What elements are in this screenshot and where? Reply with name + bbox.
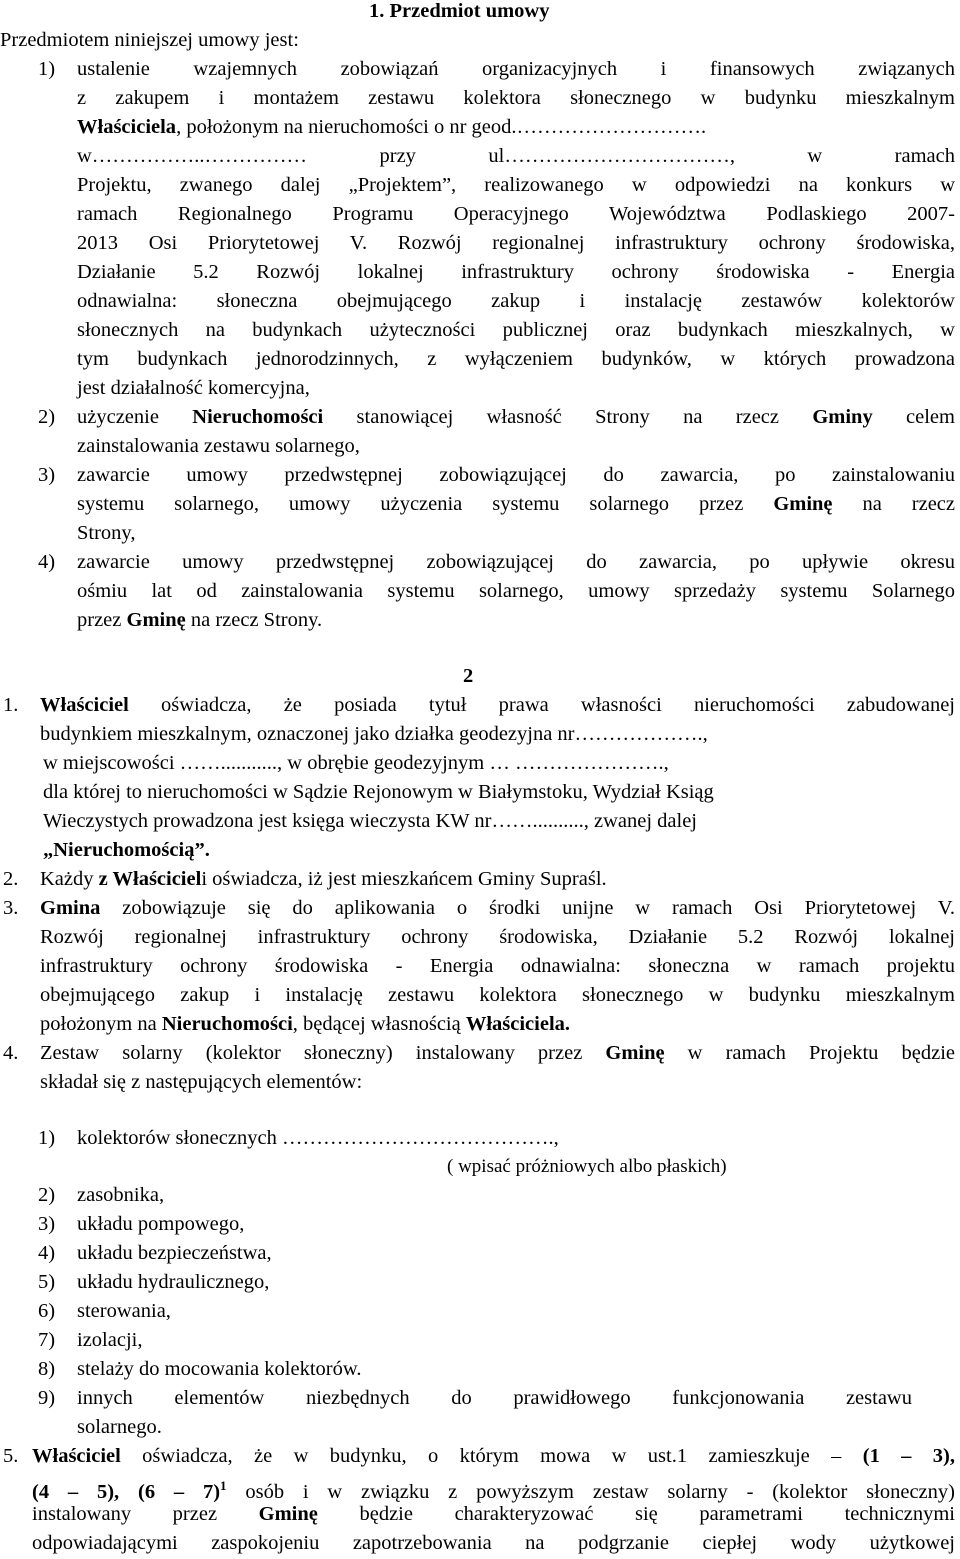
paragraph-3-line: położonym na Nieruchomości, będącej własnością Właściciela. (40, 1013, 571, 1035)
item-1-line: odnawialna: słoneczna obejmującego zakup i instalację zestawów kolektorów (77, 290, 955, 312)
list-item: izolacji, (77, 1329, 143, 1351)
paragraph-3-line: Gmina zobowiązuje się do aplikowania o środki unijne w ramach Osi Priorytetowej V. (40, 897, 955, 919)
list-item-number: 4) (38, 1242, 56, 1264)
item-1-line: 2013 Osi Priorytetowej V. Rozwój regionalnej infrastruktury ochrony środowiska, (77, 232, 955, 254)
paragraph-2-line: Każdy z Właścicieli oświadcza, iż jest mieszkańcem Gminy Supraśl. (40, 868, 607, 890)
paragraph-4-number: 4. (3, 1042, 19, 1064)
list-item-number: 2) (38, 1184, 56, 1206)
paragraph-1-line: „Nieruchomością”. (43, 839, 210, 861)
list-item-number: 6) (38, 1300, 56, 1322)
hint-text: ( wpisać próżniowych albo płaskich) (447, 1156, 727, 1177)
paragraph-2-number: 2. (3, 868, 19, 890)
list-item: kolektorów słonecznych …………………………………., (77, 1127, 559, 1149)
list-item-number: 7) (38, 1329, 56, 1351)
list-item: zasobnika, (77, 1184, 165, 1206)
list-item-number: 5) (38, 1271, 56, 1293)
paragraph-1-line: w miejscowości ……..........., w obrębie geodezyjnym … …………………., (43, 752, 669, 774)
paragraph-5-line: (4 – 5), (6 – 7)$^1$ osób i w związku z powyższym zestaw solarny - (kolektor słoneczny) (32, 1478, 955, 1503)
item-1-line: Działanie 5.2 Rozwój lokalnej infrastruktury ochrony środowiska - Energia (77, 261, 955, 283)
paragraph-5-line: Właściciel oświadcza, że w budynku, o którym mowa w ust.1 zamieszkuje – (1 – 3), (32, 1445, 955, 1467)
section-1-title: 1. Przedmiot umowy (369, 0, 550, 22)
list-item-continuation: solarnego. (77, 1416, 162, 1438)
paragraph-4-line: składał się z następujących elementów: (40, 1071, 363, 1093)
item-3-line: systemu solarnego, umowy użyczenia systemu solarnego przez Gminę na rzecz (77, 493, 955, 515)
list-item: układu pompowego, (77, 1213, 245, 1235)
item-1-line: ustalenie wzajemnych zobowiązań organizacyjnych i finansowych związanych (77, 58, 955, 80)
list-item: układu bezpieczeństwa, (77, 1242, 272, 1264)
paragraph-1-line: budynkiem mieszkalnym, oznaczonej jako działka geodezyjna nr………………., (40, 723, 708, 745)
item-1-line: z zakupem i montażem zestawu kolektora słonecznego w budynku mieszkalnym (77, 87, 955, 109)
item-4-number: 4) (38, 551, 56, 573)
paragraph-3-line: Rozwój regionalnej infrastruktury ochrony środowiska, Działanie 5.2 Rozwój lokalnej (40, 926, 955, 948)
paragraph-3-line: obejmującego zakup i instalację zestawu kolektora słonecznego w budynku mieszkalnym (40, 984, 955, 1006)
list-item-number: 1) (38, 1127, 56, 1149)
item-1-number: 1) (38, 58, 56, 80)
item-1-line: tym budynkach jednorodzinnych, z wyłączeniem budynków, w których prowadzona (77, 348, 955, 370)
item-2-line: użyczenie Nieruchomości stanowiącej własność Strony na rzecz Gminy celem (77, 406, 955, 428)
list-item: układu hydraulicznego, (77, 1271, 270, 1293)
item-1-line: ramach Regionalnego Programu Operacyjnego Województwa Podlaskiego 2007- (77, 203, 955, 225)
item-4-line: zawarcie umowy przedwstępnej zobowiązującej do zawarcia, po upływie okresu (77, 551, 955, 573)
item-2-line: zainstalowania zestawu solarnego, (77, 435, 360, 457)
paragraph-5-line: instalowany przez Gminę będzie charakteryzować się parametrami technicznymi (32, 1503, 955, 1525)
paragraph-1-line: dla której to nieruchomości w Sądzie Rejonowym w Białymstoku, Wydział Ksiąg (43, 781, 714, 803)
item-2-number: 2) (38, 406, 56, 428)
paragraph-3-line: infrastruktury ochrony środowiska - Energia odnawialna: słoneczna w ramach projektu (40, 955, 955, 977)
paragraph-1-number: 1. (3, 694, 19, 716)
paragraph-5-number: 5. (3, 1445, 19, 1467)
item-3-line: Strony, (77, 522, 136, 544)
list-item: innych elementów niezbędnych do prawidłowego funkcjonowania zestawu (77, 1387, 912, 1409)
item-1-line: Właściciela, położonym na nieruchomości o nr geod.………………………. (77, 116, 707, 138)
list-item-number: 8) (38, 1358, 56, 1380)
item-1-line: Projektu, zwanego dalej „Projektem”, realizowanego w odpowiedzi na konkurs w (77, 174, 955, 196)
paragraph-5-line: odpowiadającymi zaspokojeniu zapotrzebowania na podgrzanie ciepłej wody użytkowej (32, 1532, 955, 1554)
list-item: stelaży do mocowania kolektorów. (77, 1358, 362, 1380)
list-item-number: 9) (38, 1387, 56, 1409)
footnote-marker[interactable]: 1 (220, 1478, 227, 1493)
section-1-intro: Przedmiotem niniejszej umowy jest: (0, 29, 299, 51)
paragraph-3-number: 3. (3, 897, 19, 919)
section-2-title: 2 (463, 665, 474, 687)
item-3-number: 3) (38, 464, 56, 486)
item-1-line: w……………..…………… przy ul……………………………, w ramach (77, 145, 955, 167)
item-4-line: przez Gminę na rzecz Strony. (77, 609, 323, 631)
paragraph-1-line: Wieczystych prowadzona jest księga wieczysta KW nr…….........., zwanej dalej (43, 810, 697, 832)
item-3-line: zawarcie umowy przedwstępnej zobowiązującej do zawarcia, po zainstalowaniu (77, 464, 955, 486)
paragraph-4-line: Zestaw solarny (kolektor słoneczny) instalowany przez Gminę w ramach Projektu będzie (40, 1042, 955, 1064)
item-1-line: jest działalność komercyjna, (77, 377, 310, 399)
list-item-number: 3) (38, 1213, 56, 1235)
list-item: sterowania, (77, 1300, 171, 1322)
item-4-line: ośmiu lat od zainstalowania systemu solarnego, umowy sprzedaży systemu Solarnego (77, 580, 955, 602)
item-1-line: słonecznych na budynkach użyteczności publicznej oraz budynkach mieszkalnych, w (77, 319, 955, 341)
paragraph-1-line: Właściciel oświadcza, że posiada tytuł prawa własności nieruchomości zabudowanej (40, 694, 955, 716)
